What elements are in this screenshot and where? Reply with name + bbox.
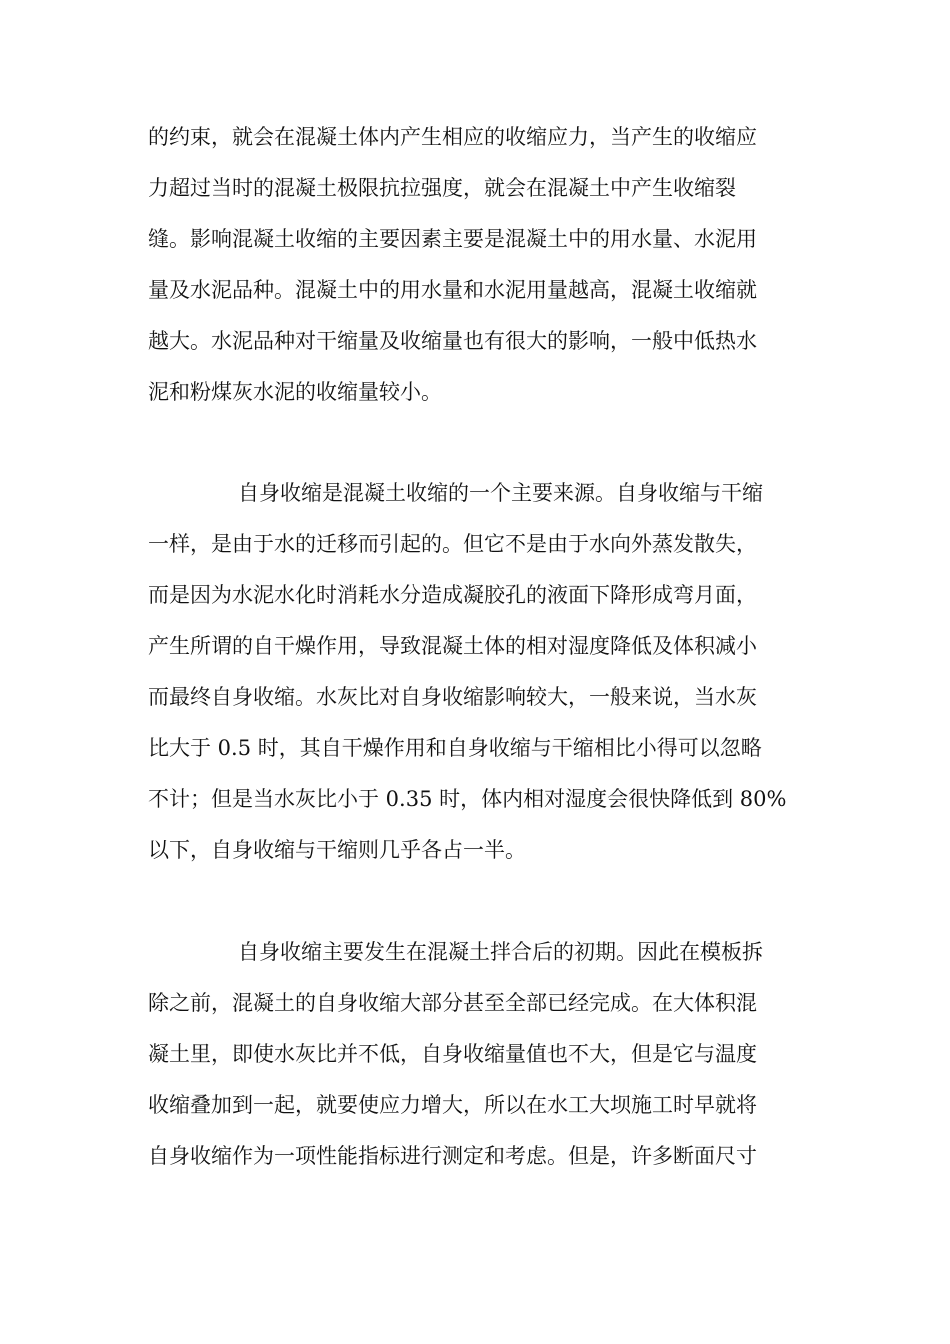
text-line: 产生所谓的自干燥作用，导致混凝土体的相对湿度降低及体积减小	[148, 634, 757, 658]
text-line-indented: 自身收缩主要发生在混凝土拌合后的初期。因此在模板拆	[238, 940, 763, 964]
text-line: 自身收缩作为一项性能指标进行测定和考虑。但是，许多断面尺寸	[148, 1144, 757, 1168]
text-line-indented: 自身收缩是混凝土收缩的一个主要来源。自身收缩与干缩	[238, 481, 763, 505]
text-line: 越大。水泥品种对干缩量及收缩量也有很大的影响，一般中低热水	[148, 329, 757, 353]
text-line: 不计；但是当水灰比小于 0.35 时，体内相对湿度会很快降低到 80%	[148, 787, 787, 811]
text-line: 比大于 0.5 时，其自干燥作用和自身收缩与干缩相比小得可以忽略	[148, 736, 762, 760]
paragraph-2	[148, 468, 808, 876]
text-line: 一样，是由于水的迁移而引起的。但它不是由于水向外蒸发散失，	[148, 532, 757, 556]
text-line: 力超过当时的混凝土极限抗拉强度，就会在混凝土中产生收缩裂	[148, 176, 736, 200]
paragraph-3	[148, 927, 808, 1182]
text-line: 除之前，混凝土的自身收缩大部分甚至全部已经完成。在大体积混	[148, 991, 757, 1015]
text-line: 量及水泥品种。混凝土中的用水量和水泥用量越高，混凝土收缩就	[148, 278, 757, 302]
text-line: 而是因为水泥水化时消耗水分造成凝胶孔的液面下降形成弯月面，	[148, 583, 757, 607]
text-line: 的约束，就会在混凝土体内产生相应的收缩应力，当产生的收缩应	[148, 125, 757, 149]
text-line: 以下，自身收缩与干缩则几乎各占一半。	[148, 838, 526, 862]
text-line: 缝。影响混凝土收缩的主要因素主要是混凝土中的用水量、水泥用	[148, 227, 757, 251]
text-line: 而最终自身收缩。水灰比对自身收缩影响较大，一般来说，当水灰	[148, 685, 757, 709]
text-line: 凝土里，即使水灰比并不低，自身收缩量值也不大，但是它与温度	[148, 1042, 757, 1066]
text-line: 收缩叠加到一起，就要使应力增大，所以在水工大坝施工时早就将	[148, 1093, 757, 1117]
text-line: 泥和粉煤灰水泥的收缩量较小。	[148, 380, 442, 404]
paragraph-1	[148, 112, 808, 418]
